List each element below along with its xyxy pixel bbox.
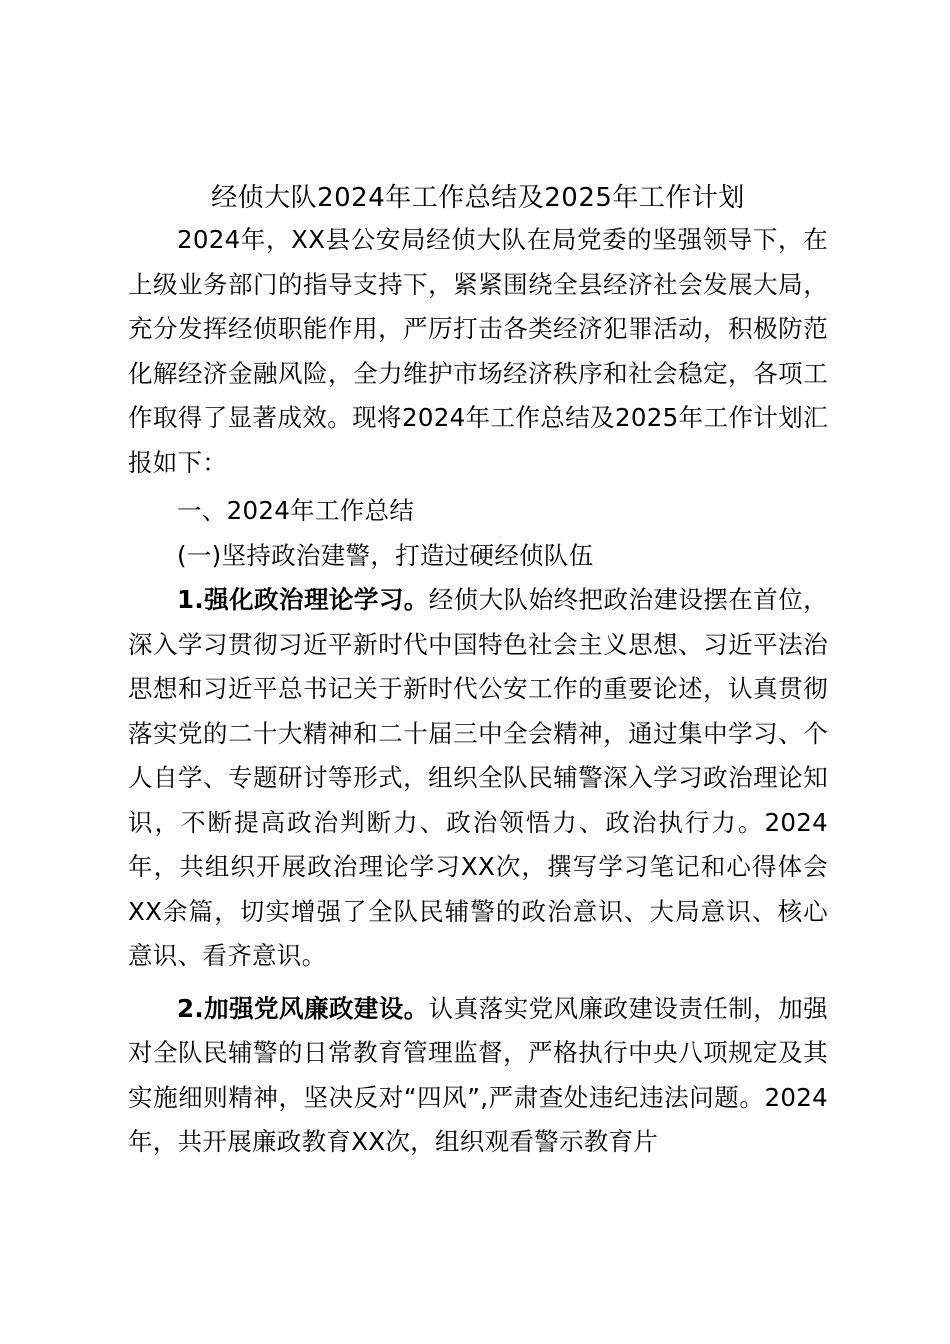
item-1-body: 经侦大队始终把政治建设摆在首位，深入学习贯彻习近平新时代中国特色社会主义思想、习近平法治思想和习近平总书记关于新时代公安工作的重要论述，认真贯彻落实党的二十大精神和二十届三中全会精神，通过集中学习、个人自学、专题研讨等形式，组织全队民辅警深入学习政治理论知识，不断提高政治判断力、政治领悟力、政治执行力。2024年，共组织开展政治理论学习XX次，撰写学习笔记和心得体会XX余篇，切实增强了全队民辅警的政治意识、大局意识、核心意识、看齐意识。: [128, 585, 828, 970]
item-1-lead: 1.强化政治理论学习。: [177, 585, 429, 614]
item-2-body: 认真落实党风廉政建设责任制，加强对全队民辅警的日常教育管理监督，严格执行中央八项规定及其实施细则精神，坚决反对“四风”,严肃查处违纪违法问题。2024年，共开展廉政教育XX次，组织观看警示教育片: [128, 993, 828, 1156]
item-2-lead: 2.加强党风廉政建设。: [177, 993, 429, 1023]
intro-paragraph: 2024年，XX县公安局经侦大队在局党委的坚强领导下，在上级业务部门的指导支持下，紧紧围绕全县经济社会发展大局，充分发挥经侦职能作用，严厉打击各类经济犯罪活动，积极防范化解经济金融风险，全力维护市场经济秩序和社会稳定，各项工作取得了显著成效。现将2024年工作总结及2025年工作计划汇报如下：: [128, 225, 828, 477]
section-heading-1: 一、2024年工作总结: [177, 496, 415, 525]
item-1-paragraph: [128, 578, 828, 979]
document-title: 经侦大队2024年工作总结及2025年工作计划: [211, 183, 745, 213]
item-2-paragraph: [128, 987, 828, 1165]
subsection-heading-1: (一)坚持政治建警，打造过硬经侦队伍: [177, 540, 594, 570]
document-body: [128, 178, 828, 1165]
